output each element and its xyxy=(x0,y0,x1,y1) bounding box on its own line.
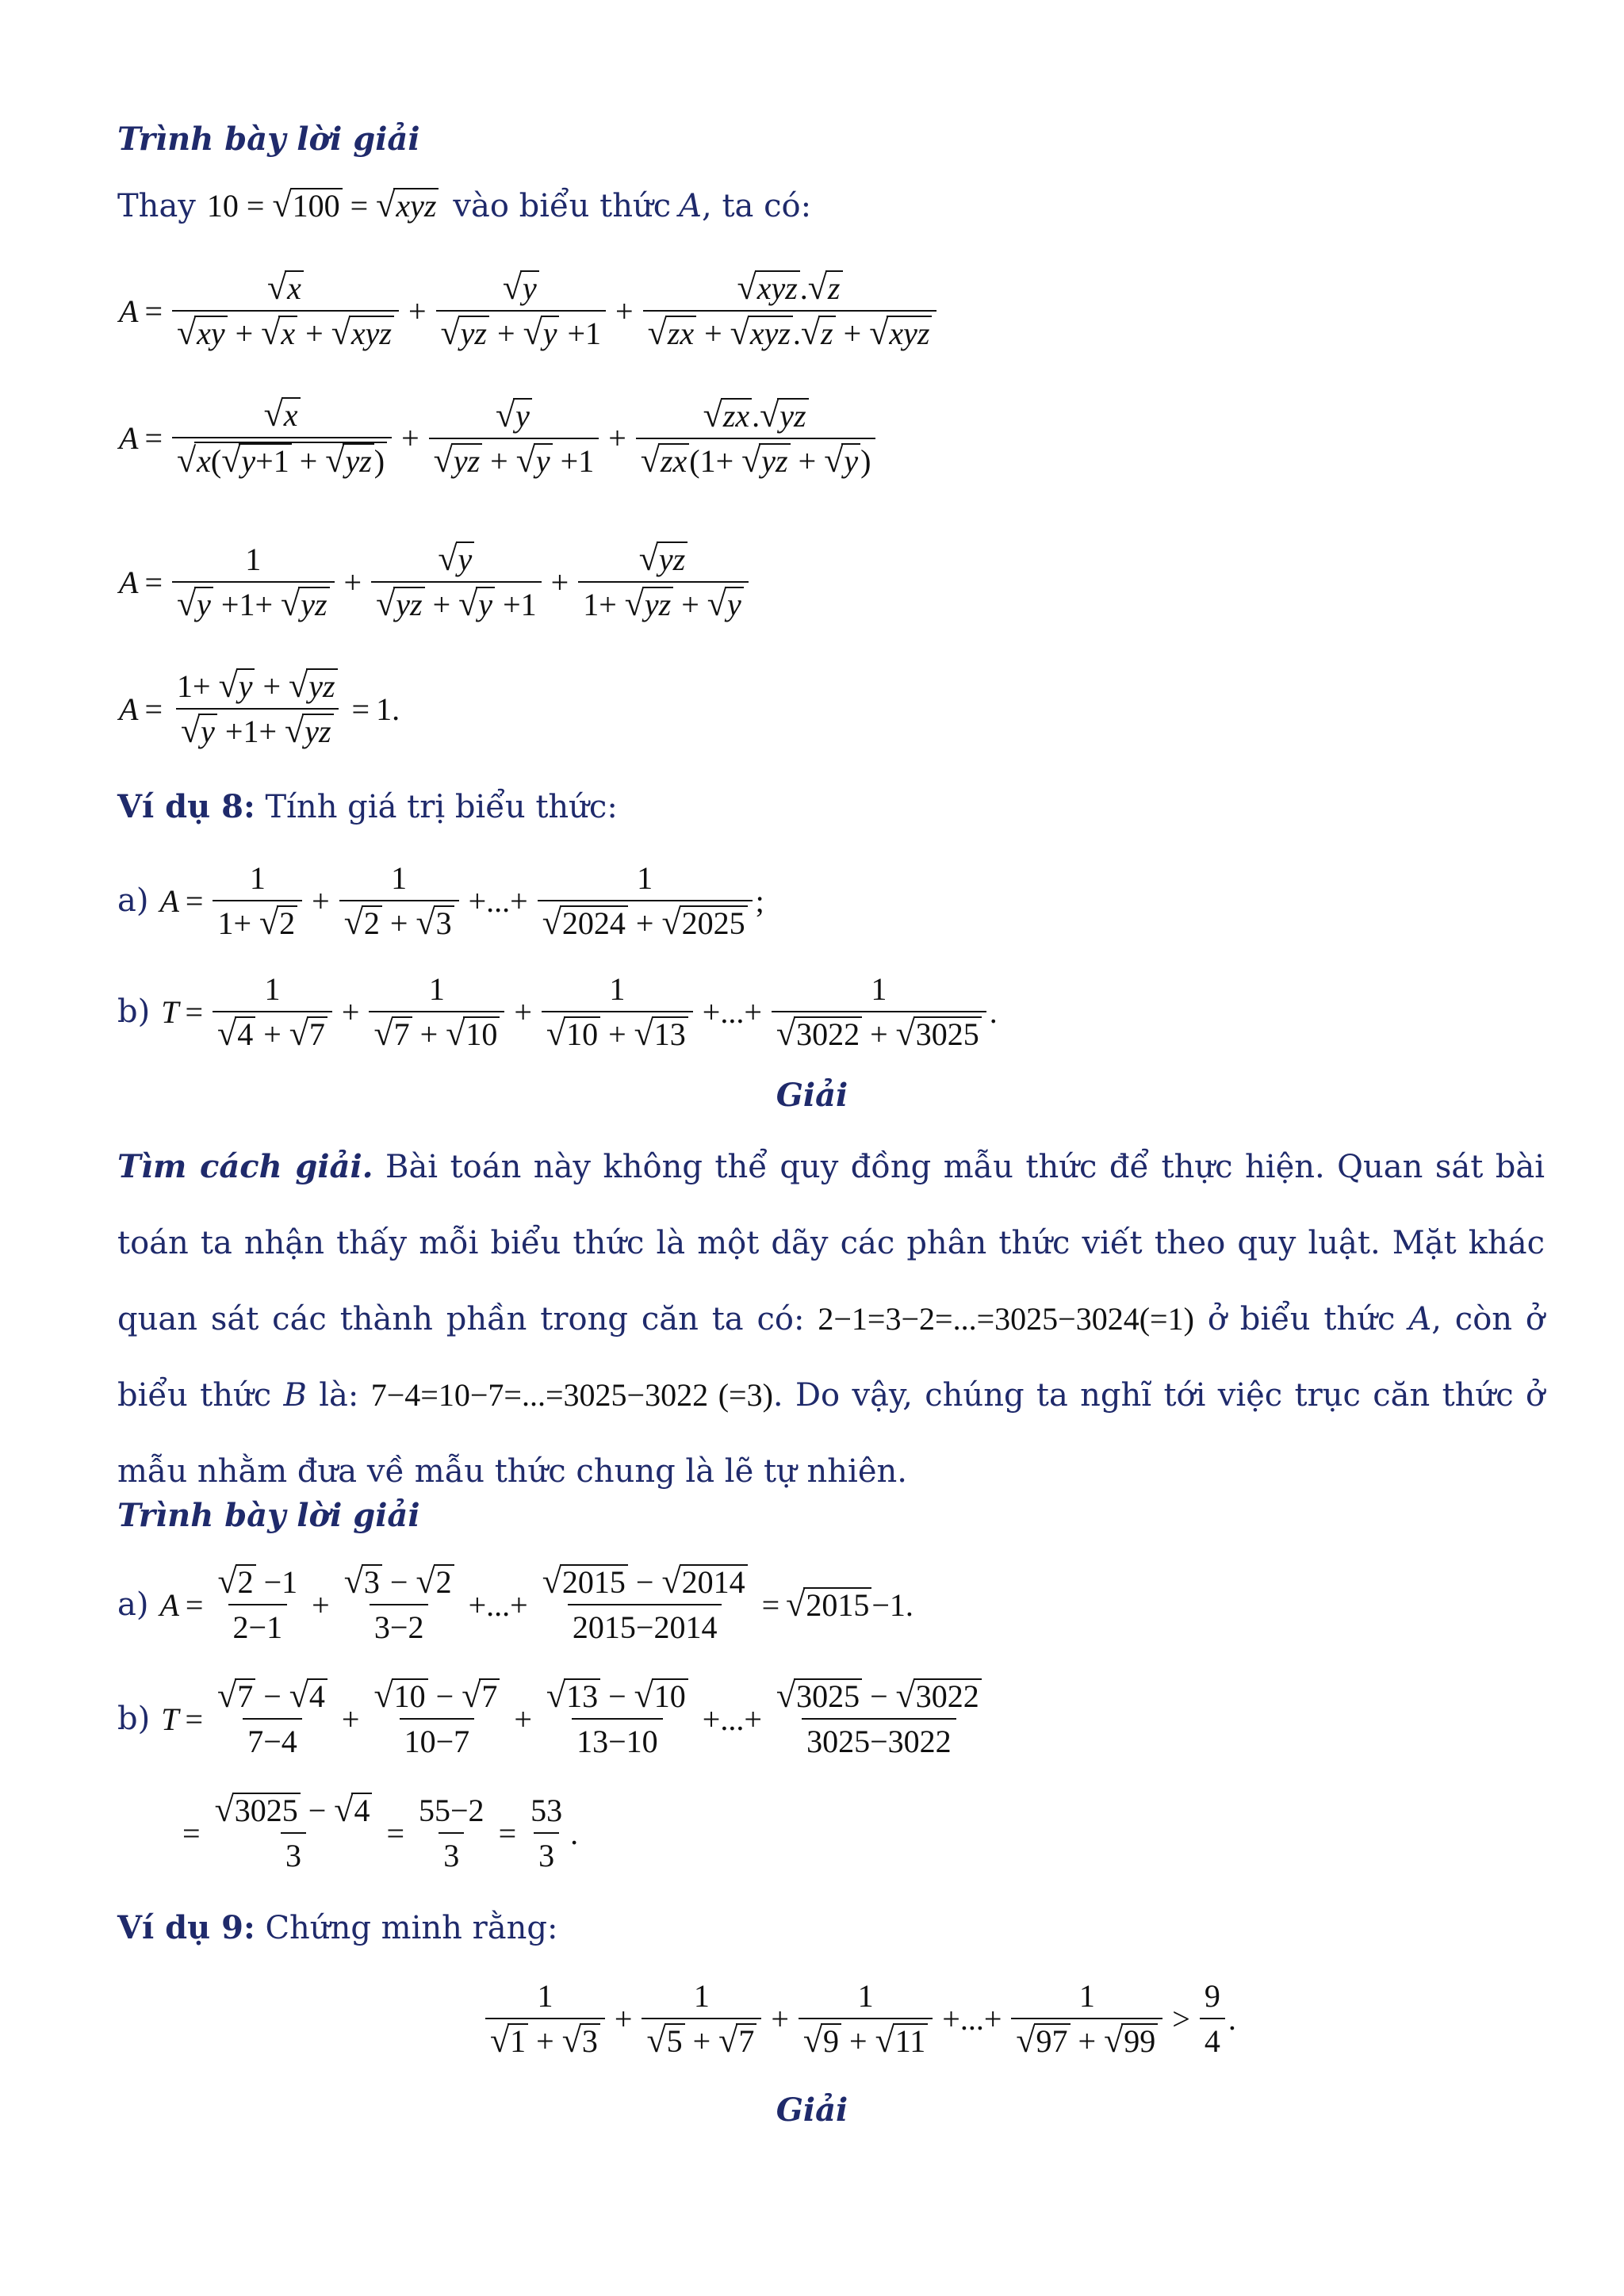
intro-text-post: vào biểu thức xyxy=(453,188,672,224)
equation-4: A = 1+ √ y + √ yz √ y +1+ √ yz = 1. xyxy=(119,666,400,750)
example-8-heading xyxy=(117,788,618,826)
solution-heading-ex9: Giải xyxy=(776,2091,848,2129)
example-8-part-b: b) T = 1 √ 4 + √ 7 + 1 √ 7 + √ 10 + 1 √ 10 + √ 13 +...+ 1 √ 3022 + √ 3025 . xyxy=(117,971,998,1053)
solution-a-label: a) xyxy=(117,1586,149,1623)
example-8-text: Tính giá trị biểu thức: xyxy=(265,789,618,825)
example-9-inequality: 1 √ 1 + √ 3 + 1 √ 5 + √ 7 + 1 √ 9 + √ 11 +...+ 1 √ 97 + √ 99 > $\frac{9}{4}$ . xyxy=(482,1977,1236,2060)
equation-1: A = √ x √ xy + √ x + √ xyz + √ y √ yz + √ y +1 + √ xyz . √ z √ zx + √ xyz . √ z + √ xyz xyxy=(119,270,940,352)
section-heading-solution-2: Trình bày lời giải xyxy=(117,1497,420,1534)
approach-var-a: A xyxy=(1408,1301,1432,1337)
example-8-part-a: a) A = 1 1+ √ 2 + 1 √ 2 + √ 3 +...+ 1 √ 2024 + √ 2025 ; xyxy=(117,860,764,942)
approach-formula-1: 2−1=3−2=...=3025−3024(=1) xyxy=(818,1301,1194,1337)
approach-var-b: B xyxy=(283,1377,307,1414)
section-heading-solution: Trình bày lời giải xyxy=(117,121,420,158)
example-9-text: Chứng minh rằng: xyxy=(265,1910,558,1946)
approach-text-2: ở biểu thức xyxy=(1207,1301,1396,1337)
intro-text: Thay xyxy=(117,188,196,224)
solution-part-b: b) T = √ 7 − √ 4 7−4 + √ 10 − √ 7 10−7 + √ 13 − √ 10 13−10 +...+ √ 3025 − √ 3022 3025−3022 xyxy=(117,1678,990,1760)
part-b-label: b) xyxy=(117,993,151,1030)
approach-text-3: , còn ở biểu thức xyxy=(117,1301,1545,1414)
solution-part-a: a) A = √ 2 −1 2−1 + √ 3 − √ 2 3−2 +...+ √ 2015 − √ 2014 2015−2014 = √ 2015 −1. xyxy=(117,1562,914,1645)
solution-part-b-result: = √ 3025 − √ 4 3 = $\frac{55-2}{3}$ = $\frac{53}{3}$ . xyxy=(182,1790,579,1873)
equation-2: A = √ x √ x( √ y+1 + √ yz ) + √ y √ yz + √ y +1 + √ zx . √ yz √ zx (1+ √ yz + √ y ) xyxy=(119,396,879,480)
solution-b-label: b) xyxy=(117,1701,151,1737)
solution-approach-paragraph xyxy=(117,1129,1545,1510)
approach-text-5: . Do vậy, chúng ta nghĩ tới việc trục căn thức ở mẫu nhằm đưa về mẫu thức chung là lẽ tự nhiên. xyxy=(117,1377,1545,1490)
example-9-label: Ví dụ 9: xyxy=(117,1909,255,1946)
intro-var: A xyxy=(679,188,703,224)
part-a-label: a) xyxy=(117,882,149,919)
intro-line xyxy=(117,187,811,225)
example-8-label: Ví dụ 8: xyxy=(117,788,255,825)
equation-3: A = 1 √ y +1+ √ yz + √ y √ yz + √ y +1 + √ yz 1+ √ yz + √ y xyxy=(119,541,752,623)
approach-text-1: Bài toán này không thể quy đồng mẫu thức để thực hiện. Quan sát bài toán ta nhận thấy mỗi biểu thức là một dãy các phân thức viết theo quy luật. Mặt khác quan sát các thành phần trong căn ta có: xyxy=(117,1149,1545,1337)
example-9-heading xyxy=(117,1909,557,1947)
intro-formula: 10 = √ 100 = √ xyz xyxy=(207,187,439,225)
approach-formula-2: 7−4=10−7=...=3025−3022 (=3) xyxy=(370,1377,773,1413)
approach-text-4: là: xyxy=(319,1377,359,1414)
approach-label: Tìm cách giải. xyxy=(117,1148,373,1185)
intro-text-end: , ta có: xyxy=(702,188,812,224)
solution-heading-ex8: Giải xyxy=(776,1077,848,1114)
